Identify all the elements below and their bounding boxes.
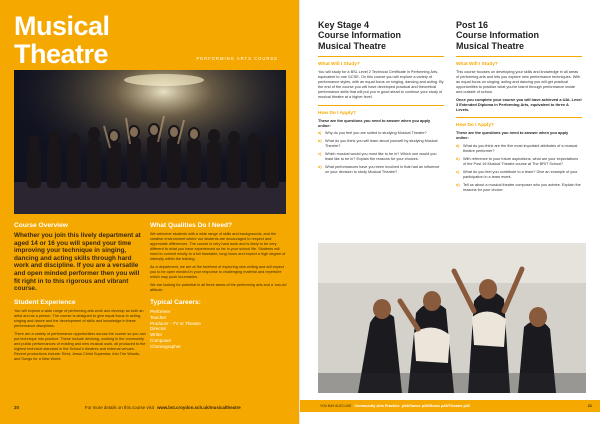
crossref-link[interactable]: Community Arts Practice <box>354 404 400 408</box>
post16-study-text: This course focuses on developing your skills and knowledge in all areas of performing arts and lets you explore new performance techniques. With an equal focus on singing, acting and dancing you will get practical opportunities to practise what you've learnt through performance inside and outside of school. <box>456 70 581 94</box>
question-letter: a) <box>318 131 322 136</box>
ks4-apply-intro: These are the questions you need to answer when you apply online: <box>318 117 431 128</box>
performance-photo <box>318 243 586 393</box>
question-item <box>456 144 582 154</box>
post16-apply-intro: These are the questions you need to answer when you apply online: <box>456 130 569 141</box>
question-text: What do you feel you contribute to a team? Give an example of your participation in a team event. <box>463 169 578 179</box>
question-item <box>456 170 582 180</box>
post16-apply-heading: How Do I Apply? <box>456 123 494 129</box>
crossref-pages[interactable]: p34/Dance p26/Music p28/Theatre p32 <box>401 404 471 408</box>
question-item <box>456 157 582 167</box>
left-text-column <box>14 218 146 365</box>
right-page <box>300 0 600 424</box>
overview-intro: Whether you join this lively department at aged 14 or 16 you will spend your time improving your technique in singing, dancing and acting skills through hard work and discipline. If you are a versatile and open minded performer then you will fit right in to this rigorous and vibrant course. <box>14 232 141 293</box>
ks4-apply-heading: How Do I Apply? <box>318 110 356 116</box>
experience-heading: Student Experience <box>14 298 76 306</box>
page-title: Musical Theatre <box>14 11 110 69</box>
question-text: What do you think you will learn about yourself by studying Musical Theatre? <box>325 139 438 149</box>
post16-title-line: Course Information <box>456 30 540 41</box>
question-item <box>318 139 444 149</box>
question-item <box>318 165 444 175</box>
career-item: Writer <box>150 332 163 338</box>
divider <box>456 117 582 118</box>
question-text: Which musical would you most like to be in? Which one would you least like to be in? Explain the reasons for your choices. <box>325 152 437 162</box>
post16-title-line: Musical Theatre <box>456 40 525 51</box>
question-item <box>318 152 444 162</box>
divider <box>318 105 444 106</box>
ks4-title-line: Key Stage 4 <box>318 20 370 30</box>
ks4-title-line: Course Information <box>318 30 402 41</box>
divider <box>456 56 582 57</box>
stage-performance-photo <box>14 70 286 214</box>
career-item: Producer - TV or Theatre <box>150 320 201 326</box>
question-letter: d) <box>318 165 322 169</box>
ks4-study-text: You will study for a BSL Level 2 Technical Certificate in Performing Arts, equivalent to one GCSE. On this course you will explore a variety of performance styles, with an equal focus on singing, dancing and acting. By the end of the course you will have developed practical and theoretical performance skills that will put you in good stead to continue your study of musical theatre at a higher level. <box>318 70 444 99</box>
question-text: What performances have you been involved in that had an influence on your decision to study Musical Theatre? <box>325 165 440 174</box>
career-item: Teacher <box>150 314 167 320</box>
post16-title <box>456 20 582 51</box>
ks4-column <box>318 20 444 178</box>
post16-column <box>456 20 582 196</box>
question-letter: b) <box>318 139 322 144</box>
post16-qualification-text: Once you complete your course you will have achieved a UAL Level 3 Extended Diploma in Performing Arts, equivalent to three A Levels. <box>456 96 582 112</box>
question-text: What do you think are the five most important attributes of a musical theatre performer? <box>463 144 578 154</box>
post16-study-heading: What Will I Study? <box>456 62 498 68</box>
question-letter: b) <box>456 157 460 162</box>
post16-title-line: Post 16 <box>456 20 489 30</box>
ks4-study-heading: What Will I Study? <box>318 62 360 68</box>
question-letter: c) <box>456 169 460 174</box>
qualities-heading: What Qualities Do I Need? <box>150 222 233 229</box>
see-also-label: YOU MAY ALSO LIKE <box>320 404 352 408</box>
career-item: Choreographer <box>150 343 181 349</box>
course-link[interactable]: www.bst.croydon.sch.uk/musicaltheatre <box>156 404 241 410</box>
department-label: PERFORMING ARTS COURSE <box>196 56 278 61</box>
qualities-paragraph: We welcome students with a wide range of skills and backgrounds, and the creative environment where our students are encouraged to respect and appreciate differences. The course is very hard work and is likely to be very different to what you have experienced so far in your school life. Students will need to commit wholly to a full timetable, long hours and expect a high degree of intensity within the training. <box>150 232 286 261</box>
career-item: Director <box>150 326 167 332</box>
question-item <box>456 183 582 193</box>
question-text: Tell us about a musical theatre composer who you admire. Explain the reasons for your choice. <box>463 182 581 192</box>
question-letter: d) <box>456 182 460 187</box>
right-text-column <box>150 218 288 350</box>
footer-text: For more details on this course visit <box>84 404 154 410</box>
experience-paragraph: You will explore a wide range of performing arts work and develop as both an artist and as a person. The course is designed to give equal focus to acting, singing and dance and the development of skills and knowledge in these performance disciplines. <box>14 308 144 328</box>
left-footer <box>14 402 294 412</box>
page-number-right: 21 <box>587 404 592 408</box>
qualities-paragraph: We are looking for potential in all three areas of the performing arts and a 'can-do' attitude. <box>150 283 288 292</box>
question-text: With reference to your future aspirations, what are your expectations of the Post 16 Musical Theatre course at The BRIT School? <box>463 157 579 166</box>
experience-paragraph: There are a variety of performance opportunities across the course so you can put technique into practice. These include devising, working in the community and public performances of existing and new musical work, all produced to the highest technical standard in the School's theatres and external venues. Recent productions include: Rent, Jesus Christ Superstar, Into The Woods, and Songs for a New World. <box>14 331 146 361</box>
question-item <box>318 131 444 136</box>
question-text: Why do you feel you are suited to studying Musical Theatre? <box>325 131 427 136</box>
right-footer <box>300 400 600 412</box>
careers-list <box>150 309 288 350</box>
ks4-title <box>318 20 444 51</box>
ks4-title-line: Musical Theatre <box>318 40 387 51</box>
career-item: Performer <box>150 309 171 314</box>
overview-heading: Course Overview <box>14 222 68 229</box>
question-letter: c) <box>318 152 322 157</box>
divider <box>318 56 444 57</box>
careers-heading: Typical Careers: <box>150 299 201 306</box>
qualities-paragraph: As a department, we are at the forefront of exploring new writing and will expect you to be open minded in your response to challenging material and repertoire which may push boundaries. <box>150 265 284 279</box>
question-letter: a) <box>456 144 460 149</box>
page-number-left: 20 <box>14 404 19 410</box>
career-item: Composer <box>150 337 172 343</box>
